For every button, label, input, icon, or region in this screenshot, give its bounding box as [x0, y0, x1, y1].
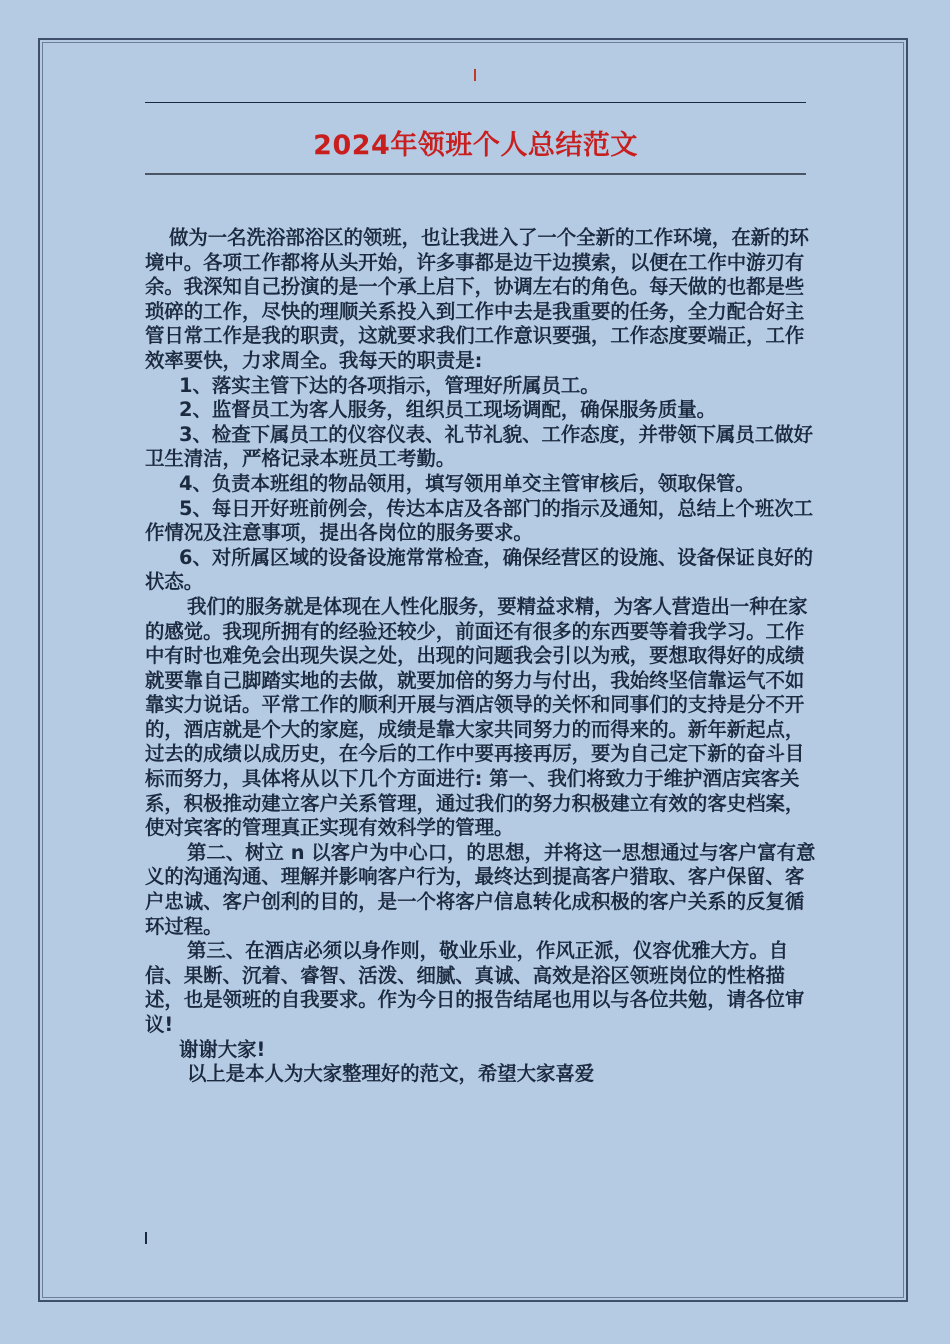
duty-item-5: 5、每日开好班前例会，传达本店及各部门的指示及通知，总结上个班次工作情况及注意事项，提出各岗位的服务要求。 [145, 496, 813, 545]
duty-item-1: 1、落实主管下达的各项指示，管理好所属员工。 [179, 373, 600, 397]
paragraph-thanks: 谢谢大家! [179, 1037, 266, 1061]
header-cursor-mark [474, 69, 476, 81]
footer-cursor-mark [145, 1232, 147, 1244]
paragraph-third: 第三、在酒店必须以身作则，敬业乐业，作风正派，仪容优雅大方。自信、果断、沉着、睿智、活泼、细腻、真诚、高效是浴区领班岗位的性格描述，也是领班的自我要求。作为今日的报告结尾也用以与各位共勉，请各位审议! [145, 939, 805, 1036]
header-rule [145, 102, 806, 103]
title-rule [145, 173, 806, 175]
paragraph-second: 第二、树立 n 以客户为中心口，的思想，并将这一思想通过与客户富有意义的沟通沟通、理解并影响客户行为，最终达到提高客户猎取、客户保留、客户忠诚、客户创利的目的，是一个将客户信息转化成积极的客户关系的反复循环过程。 [145, 840, 816, 938]
duty-item-2: 2、监督员工为客人服务，组织员工现场调配，确保服务质量。 [179, 398, 717, 422]
paragraph-intro: 做为一名洗浴部浴区的领班，也让我进入了一个全新的工作环境，在新的环境中。各项工作都将从头开始，许多事都是边干边摸索，以便在工作中游刃有余。我深知自己扮演的是一个承上启下，协调左右的角色。每天做的也都是些琐碎的工作，尽快的理顺关系投入到工作中去是我重要的任务，全力配合好主管日常工作是我的职责，这就要求我们工作意识要强，工作态度要端正，工作效率要快，力求周全。我每天的职责是: [145, 226, 809, 372]
duty-item-4: 4、负责本班组的物品领用，填写领用单交主管审核后，领取保管。 [179, 471, 755, 495]
paragraph-closing: 以上是本人为大家整理好的范文，希望大家喜爱 [187, 1062, 595, 1086]
paragraph-service: 我们的服务就是体现在人性化服务，要精益求精，为客人营造出一种在家的感觉。我现所拥有的经验还较少，前面还有很多的东西要等着我学习。工作中有时也难免会出现失误之处，出现的问题我会引以为戒，要想取得好的成绩就要靠自己脚踏实地的去做，就要加倍的努力与付出，我始终坚信靠运气不如靠实力说话。平常工作的顺利开展与酒店领导的关怀和同事们的支持是分不开的，酒店就是个大的家庭，成绩是靠大家共同努力的而得来的。新年新起点，过去的成绩以成历史，在今后的工作中要再接再厉，要为自己定下新的奋斗目标而努力，具体将从以下几个方面进行: 第一、我们将致力于维护酒店宾客关系，积极推动建立客户关系管理，通过我们的努力积极建立有效的客史档案，使对宾客的管理真正实现有效科学的管理。 [145, 594, 808, 840]
duty-item-3: 3、检查下属员工的仪容仪表、礼节礼貌、工作态度，并带领下属员工做好卫生清洁，严格记录本班员工考勤。 [145, 422, 813, 471]
document-body [145, 226, 817, 1087]
document-title: 2024年领班个人总结范文 [313, 130, 638, 161]
duty-item-6: 6、对所属区域的设备设施常常检查，确保经营区的设施、设备保证良好的状态。 [145, 545, 813, 594]
